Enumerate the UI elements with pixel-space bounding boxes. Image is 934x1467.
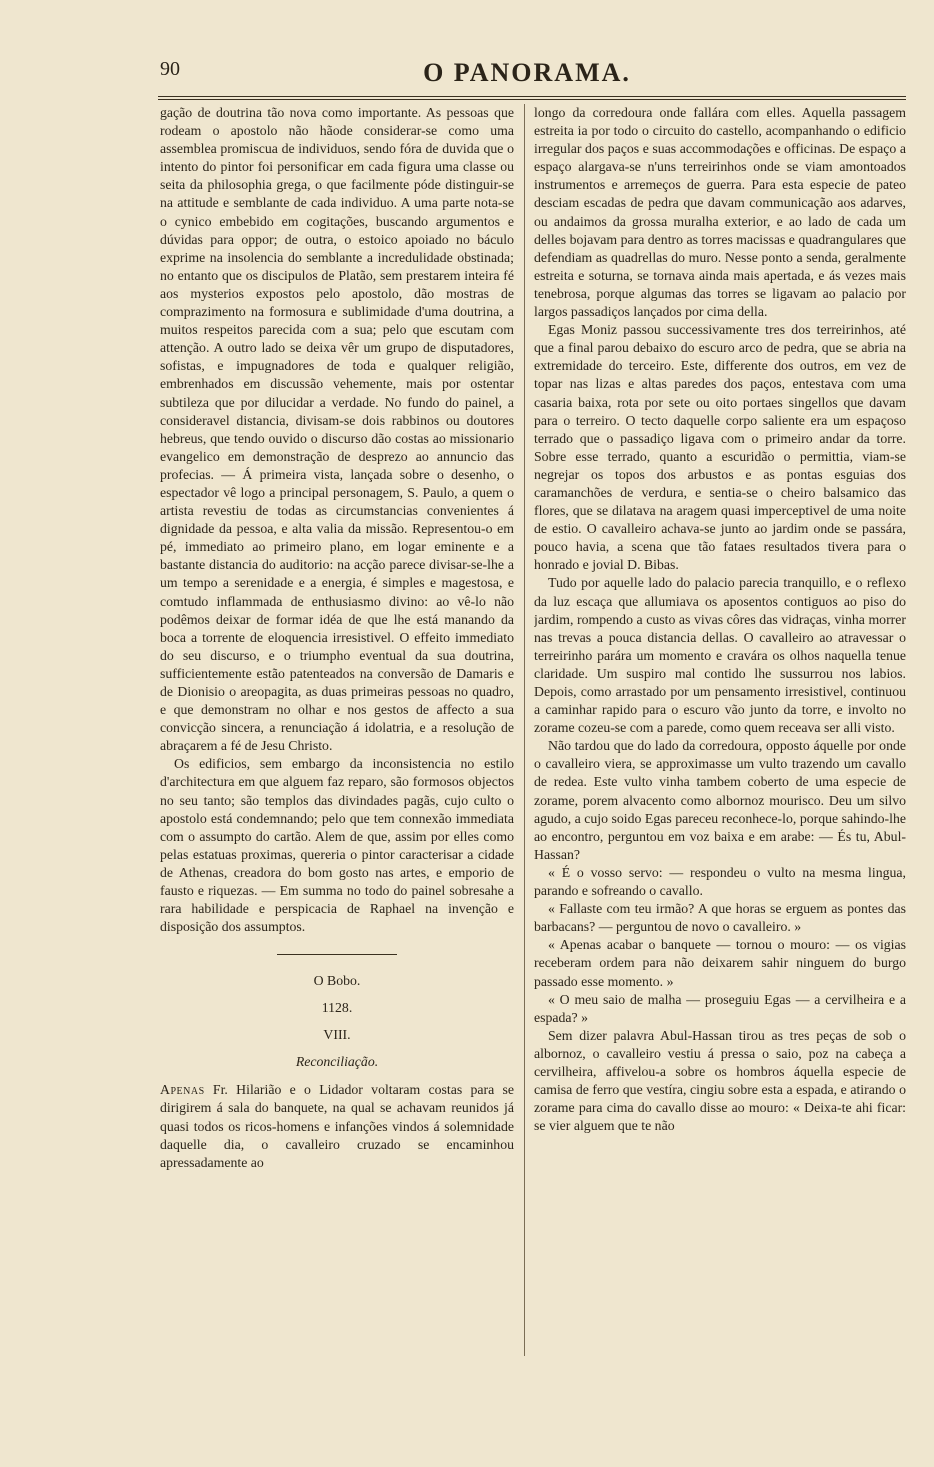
- section-divider: [277, 954, 397, 955]
- right-paragraph-7: « Apenas acabar o banquete — tornou o mouro: — os vigias receberam ordem para não deixarem sahir ninguem do burgo passado esse momento. »: [534, 937, 906, 989]
- right-paragraph-4: Não tardou que do lado da corredoura, opposto áquelle por onde o cavalleiro viera, se approximasse um vulto trazendo um cavallo de redea. Este vulto vinha tambem coberto de uma especie de zorame, porem alvacento como albornoz mourisco. Deu um silvo agudo, a cujo soido Egas pareceu reconhece-lo, porque sahindo-lhe ao encontro, perguntou em voz baixa e em arabe: — És tu, Abul-Hassan?: [534, 738, 906, 862]
- left-paragraph-1: gação de doutrina tão nova como importante. As pessoas que rodeam o apostolo não hãode considerar-se como uma assemblea promiscua de individuos, sendo fóra de duvida que o intento do pintor foi personificar em cada figura uma classe ou seita da philosophia grega, o que facilmente póde distinguir-se na attitude e semblante de cada individuo. A uma parte nota-se o cynico embebido em cogitações, buscando argumentos e dúvidas para oppor; de outra, o estoico apoiado no báculo exprime na insolencia do semblante a incredulidade obstinada; no entanto que os discipulos de Platão, sem prestarem inteira fé aos mysterios expostos pelo apostolo, dão mostras de comprazimento na formosura e sublimidade d'uma doutrina, a muitos respeitos parecida com a sua; pelo que escutam com attenção. A outro lado se deixa vêr um grupo de disputadores, sofistas, e impugnadores de toda e qualquer religião, embrenhados em discussão vehemente, mais por ostentar subtileza que por dilucidar a verdade. No fundo do painel, a consideravel distancia, divisam-se dois rabbinos ou doutores hebreus, que tendo ouvido o discurso dão costas ao missionario evangelico em demonstração de desprezo ao annuncio das profecias. — Á primeira vista, lançada sobre o desenho, o espectador vê logo a principal personagem, S. Paulo, a quem o artista revestiu de todas as circumstancias convenientes á dignidade da pessoa, e alta valia da missão. Representou-o em pé, immediato ao primeiro plano, em logar eminente e a bastante distancia do auditorio: na acção parece divisar-se-lhe a um tempo a serenidade e a energia, é simples e magestosa, e comtudo inflammada de enthusiasmo divino: ao vê-lo não podêmos deixar de formar idéa de que lhe está manando da boca a torrente de eloquencia irresistivel. O effeito immediato do seu discurso, e o triumpho eventual da sua doutrina, sufficientemente estão patenteados na conversão de Damaris e de Dionisio o areopagita, as duas primeiras pessoas no quadro, e que demonstram no olhar e nos gestos de affecto a sua convicção sincera, a renunciação á idolatria, e a resolução de abraçarem a fé de Jesu Christo.: [160, 105, 514, 754]
- header-rule-second: [158, 99, 906, 100]
- section-chapter: VIII.: [323, 1027, 351, 1043]
- right-paragraph-6: « Fallaste com teu irmão? A que horas se erguem as pontes das barbacans? — perguntou de novo o cavalleiro. »: [534, 901, 906, 935]
- section-title: O Bobo.: [313, 973, 361, 989]
- header-rule: [158, 96, 906, 97]
- left-paragraph-3: [160, 1081, 514, 1171]
- running-head-title: O PANORAMA.: [423, 58, 631, 87]
- left-column: [160, 104, 514, 1364]
- right-paragraph-3: Tudo por aquelle lado do palacio parecia tranquillo, e o reflexo da luz escaça que allumiava os aposentos contiguos ao piso do jardim, rompendo a custo as vivas côres das vidraças, vinha morrer nas trevas a pouca distancia dellas. O cavalleiro ao atravessar o terreirinho parára um momento e cravára os olhos naquella tenue claridade. Um suspiro mal contido lhe sussurrou nos labios. Depois, como arrastado por um pensamento irresistivel, continuou a caminhar rapido para o escuro vão junto da torre, e involto no zorame cozeu-se com a parede, como quem receava ser alli visto.: [534, 575, 906, 736]
- right-paragraph-5: « É o vosso servo: — respondeu o vulto na mesma lingua, parando e sofreando o cavallo.: [534, 864, 906, 899]
- column-divider: [524, 104, 525, 1356]
- right-paragraph-8: « O meu saio de malha — proseguiu Egas — a cervilheira e a espada? »: [534, 991, 906, 1025]
- right-paragraph-1: longo da corredoura onde fallára com elles. Aquella passagem estreita ia por todo o circuito do castello, acompanhando o edificio irregular dos paços e suas accommodações e officinas. De espaço a espaço alargava-se n'uns terreirinhos onde se viam amontoados instrumentos e arremeços de guerra. Para esta especie de pateo desciam escadas de pedra que davam communicação aos adarves, ou andaimos da grossa muralha exterior, e ao lado de cada um delles bojavam para dentro as torres macissas e quadrangulares que defendiam as quadrellas do muro. Nesse ponto a senda, geralmente estreita e soturna, se tornava ainda mais apertada, e ás vezes mais tenebrosa, porque algumas das torres se ligavam ao palacio por largos passadiços lançados por cima della.: [534, 105, 906, 320]
- right-paragraph-2: Egas Moniz passou successivamente tres dos terreirinhos, até que a final parou debaixo do escuro arco de pedra, que se abria na extremidade do terceiro. Este, differente dos outros, em vez de topar nas lizas e altas paredes dos paços, entestava com uma casaria baixa, rota por sete ou oito portaes singellos que davam para o terreiro. O tecto daquelle corpo saliente era um espaçoso terrado que o passadiço ligava com o primeiro andar da torre. Sobre esse terrado, quanto a escuridão o permittia, viam-se negrejar os topos dos arbustos e as pontas esguias dos caramanchões de verdura, e sentia-se o cheiro balsamico das flores, que se dilatava na aragem quasi imperceptivel de uma noite de estio. O cavalleiro achava-se junto ao jardim onde se passára, pouco havia, a scena que tão fataes resultados tivera para o honrado e jovial D. Bibas.: [534, 322, 906, 573]
- left-paragraph-3-text: Fr. Hilarião e o Lidador voltaram costas para se dirigirem á sala do banquete, na qual se achavam reunidos já quasi todos os ricos-homens e infanções vindos á solemnidade daquelle dia, o cavalleiro cruzado se encaminhou apressadamente ao: [160, 1082, 514, 1170]
- paragraph-lead-word: Apenas: [160, 1082, 205, 1098]
- section-year: 1128.: [321, 1000, 353, 1016]
- page-number: 90: [160, 58, 180, 80]
- right-paragraph-9: Sem dizer palavra Abul-Hassan tirou as tres peças de sob o albornoz, o cavalleiro vestiu á pressa o saio, poz na cabeça a cervilheira, affivelou-a sobre os hombros áquella especie de camisa de ferro que vestíra, cingiu sobre esta a espada, e atirando o zorame para cima do cavallo disse ao mouro: « Deixa-te ahi ficar: se vier alguem que te não: [534, 1027, 906, 1134]
- right-column: [534, 104, 906, 1364]
- section-subtitle: Reconciliação.: [295, 1054, 379, 1070]
- left-paragraph-2: Os edificios, sem embargo da inconsistencia no estilo d'architectura em que alguem faz reparo, são formosos objectos no seu tanto; são templos das divindades pagãs, cujo culto o apostolo está condemnando; pelo que tem connexão immediata com o assumpto do cartão. Alem de que, assim por elles como pelas estatuas proximas, quereria o pintor caracterisar a cidade de Athenas, creadora do bom gosto nas artes, e emporio de fausto e riquezas. — Em summa no todo do painel sobresahe a rara habilidade e perspicacia de Raphael na invenção e disposição dos assumptos.: [160, 756, 514, 935]
